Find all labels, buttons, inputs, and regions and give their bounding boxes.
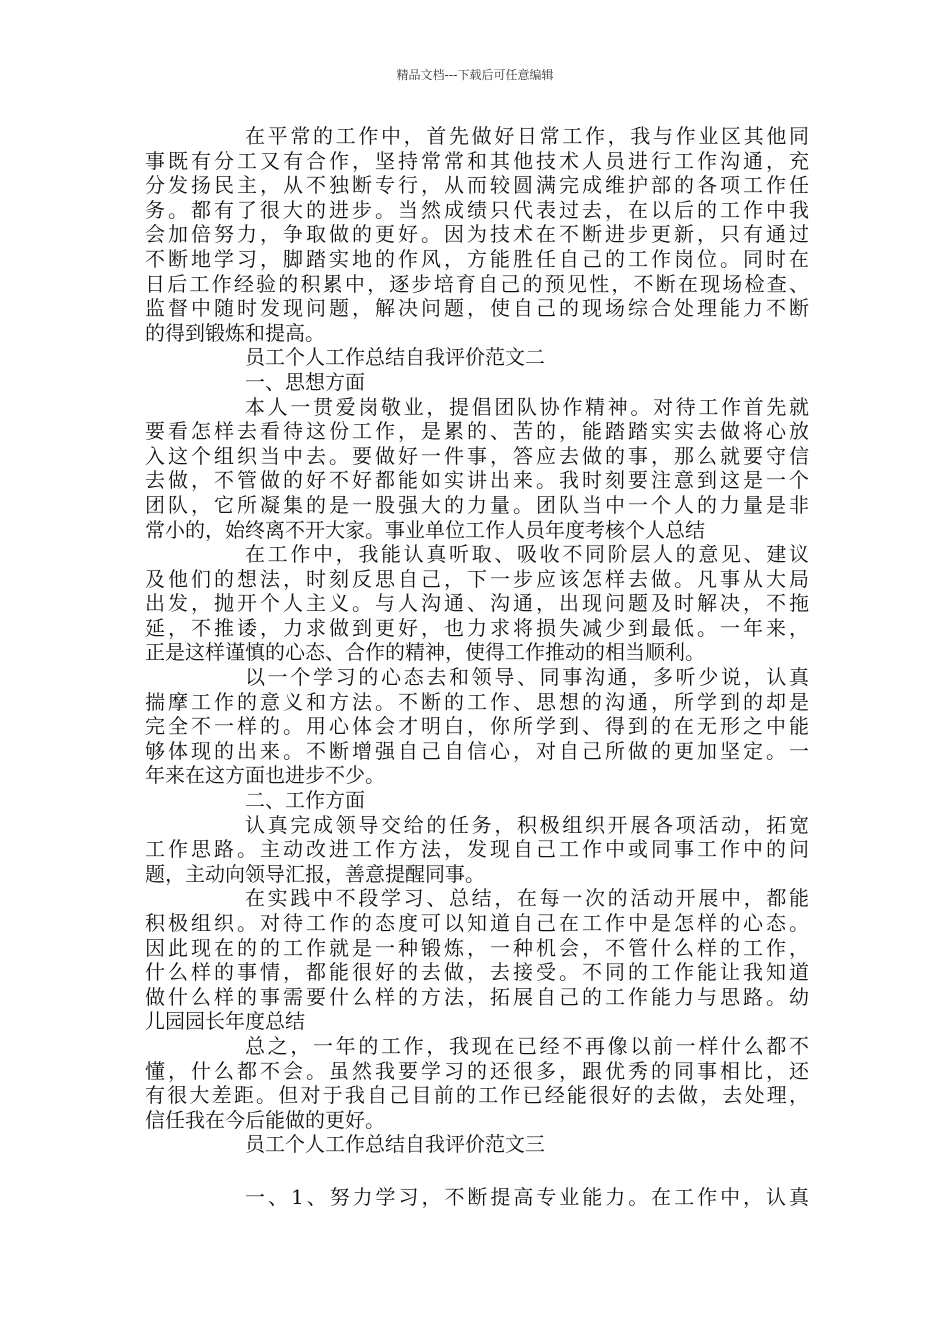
header-watermark: 精品文档---下载后可任意编辑 — [396, 68, 554, 82]
document-body — [145, 124, 809, 1210]
paragraph-line: 年来在这方面也进步不少。 — [145, 763, 385, 788]
paragraph-line: 及他们的想法，时刻反思自己，下一步应该怎样去做。凡事从大局 — [145, 566, 809, 591]
paragraph-line: 在平常的工作中，首先做好日常工作，我与作业区其他同 — [245, 124, 809, 148]
paragraph-line: 入这个组织当中去。要做好一件事，答应去做的事，那么就要守信 — [145, 443, 809, 468]
paragraph-line: 的得到锻炼和提高。 — [145, 320, 325, 345]
paragraph-line: 积极组织。对待工作的态度可以知道自己在工作中是怎样的心态。 — [145, 911, 809, 935]
paragraph-line: 会加倍努力，争取做的更好。因为技术在不断进步更新，只有通过 — [145, 222, 809, 247]
paragraph-line: 在实践中不段学习、总结，在每一次的活动开展中，都能 — [245, 886, 809, 911]
blank-line — [145, 1157, 809, 1185]
paragraph-line: 够体现的出来。不断增强自己自信心，对自己所做的更加坚定。一 — [145, 738, 809, 763]
paragraph-line: 因此现在的的工作就是一种锻炼，一种机会，不管什么样的工作， — [145, 935, 809, 960]
paragraph-line: 完全不一样的。用心体会才明白，你所学到、得到的在无形之中能 — [145, 714, 809, 739]
paragraph-line: 正是这样谨慎的心态、合作的精神，使得工作推动的相当顺利。 — [145, 640, 705, 665]
paragraph-line: 出发，抛开个人主义。与人沟通、沟通，出现问题及时解决，不拖 — [145, 591, 809, 616]
paragraph-line: 什么样的事情，都能很好的去做，去接受。不同的工作能让我知道 — [145, 960, 809, 985]
paragraph-line: 分发扬民主，从不独断专行，从而较圆满完成维护部的各项工作任 — [145, 173, 809, 198]
paragraph-line: 有很大差距。但对于我自己目前的工作已经能很好的去做，去处理， — [145, 1083, 809, 1108]
paragraph-line: 日后工作经验的积累中，逐步培育自己的预见性，不断在现场检查、 — [145, 271, 809, 296]
paragraph-line: 工作思路。主动改进工作方法，发现自己工作中或同事工作中的问 — [145, 837, 809, 862]
paragraph-line: 儿园园长年度总结 — [145, 1009, 305, 1034]
paragraph-line: 懂，什么都不会。虽然我要学习的还很多，跟优秀的同事相比，还 — [145, 1058, 809, 1083]
paragraph-line: 揣摩工作的意义和方法。不断的工作、思想的沟通，所学到的却是 — [145, 689, 809, 714]
paragraph-line: 去做，不管做的好不好都能如实讲出来。我时刻要注意到这是一个 — [145, 468, 809, 493]
paragraph-line: 事既有分工又有合作，坚持常常和其他技术人员进行工作沟通，充 — [145, 148, 809, 173]
section-heading: 员工个人工作总结自我评价范文三 — [245, 1132, 545, 1157]
paragraph-line: 监督中随时发现问题，解决问题，使自己的现场综合处理能力不断 — [145, 296, 809, 321]
subsection-heading: 一、思想方面 — [245, 369, 365, 394]
paragraph-line: 一、1、努力学习，不断提高专业能力。在工作中，认真 — [245, 1184, 809, 1209]
paragraph-line: 务。都有了很大的进步。当然成绩只代表过去，在以后的工作中我 — [145, 197, 809, 222]
paragraph-line: 认真完成领导交给的任务，积极组织开展各项活动，拓宽 — [245, 812, 809, 837]
paragraph-line: 常小的，始终离不开大家。事业单位工作人员年度考核个人总结 — [145, 517, 705, 542]
paragraph-line: 题，主动向领导汇报，善意提醒同事。 — [145, 861, 485, 886]
paragraph-line: 做什么样的事需要什么样的方法，拓展自己的工作能力与思路。幼 — [145, 984, 809, 1009]
paragraph-line: 总之，一年的工作，我现在已经不再像以前一样什么都不 — [245, 1033, 809, 1058]
paragraph-line: 本人一贯爱岗敬业，提倡团队协作精神。对待工作首先就 — [245, 394, 809, 419]
paragraph-line: 要看怎样去看待这份工作，是累的、苦的，能踏踏实实去做将心放 — [145, 419, 809, 444]
section-heading: 员工个人工作总结自我评价范文二 — [245, 345, 545, 370]
paragraph-line: 延，不推诿，力求做到更好，也力求将损失减少到最低。一年来， — [145, 615, 809, 640]
paragraph-line: 不断地学习，脚踏实地的作风，方能胜任自己的工作岗位。同时在 — [145, 246, 809, 271]
paragraph-line: 团队，它所凝集的是一股强大的力量。团队当中一个人的力量是非 — [145, 492, 809, 517]
subsection-heading: 二、工作方面 — [245, 788, 365, 813]
paragraph-line: 在工作中，我能认真听取、吸收不同阶层人的意见、建议 — [245, 542, 809, 567]
paragraph-line: 信任我在今后能做的更好。 — [145, 1107, 385, 1132]
paragraph-line: 以一个学习的心态去和领导、同事沟通，多听少说，认真 — [245, 665, 809, 690]
